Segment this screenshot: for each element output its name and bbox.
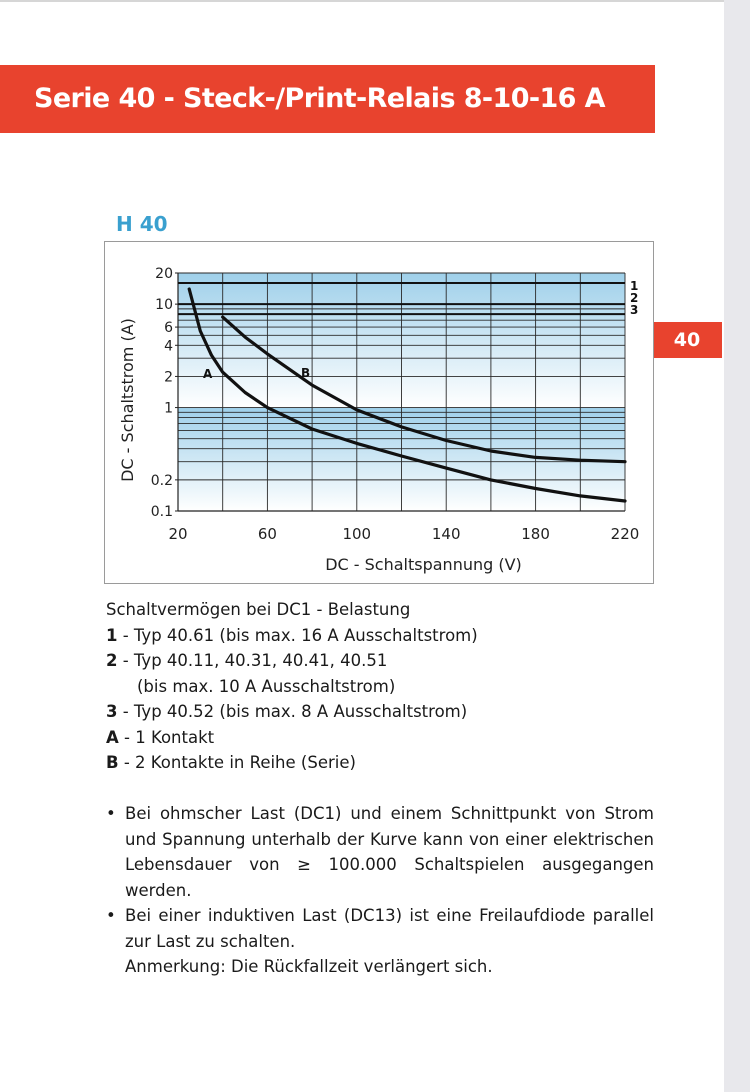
y-tick-label: 6 [164,320,173,337]
x-tick-label: 60 [257,525,277,543]
limit-line-label: 3 [630,303,639,317]
page-title: Serie 40 - Steck-/Print-Relais 8-10-16 A [34,83,605,114]
y-tick-label: 20 [155,266,173,282]
legend-item: 1 - Typ 40.61 (bis max. 16 A Ausschaltstrom) [106,625,478,645]
y-tick-label: 1 [164,400,173,417]
notes-block [106,801,654,980]
section-tab[interactable]: 40 [652,322,722,358]
top-divider [0,0,724,2]
y-tick-label: 0.1 [150,504,173,520]
note-item [106,903,654,980]
x-axis-label: DC - Schaltspannung (V) [325,555,522,574]
chart-title: H 40 [116,212,168,236]
title-banner [0,65,655,133]
y-tick-label: 10 [155,297,173,314]
x-tick-label: 220 [610,525,640,543]
limit-line-label: 1 [630,279,639,293]
y-axis-label: DC - Schaltstrom (A) [118,318,137,482]
note-remark: Anmerkung: Die Rückfallzeit verlängert sich. [125,957,493,976]
legend-item-continuation: (bis max. 10 A Ausschaltstrom) [137,676,396,696]
x-tick-label: 180 [521,525,550,543]
bullet-icon: • [106,906,116,925]
y-tick-label: 2 [164,369,173,386]
curve-label-b: B [301,366,311,380]
page-edge-strip [724,0,750,1092]
h40-chart [105,242,655,585]
legend-heading: Schaltvermögen bei DC1 - Belastung [106,600,411,619]
note-text: Bei einer induktiven Last (DC13) ist eine Freilaufdiode parallel zur Last zu schalten. [125,906,654,951]
limit-line-label: 2 [630,291,639,305]
note-item [106,801,654,903]
x-tick-label: 20 [168,525,188,543]
legend-item: 3 - Typ 40.52 (bis max. 8 A Ausschaltstrom) [106,702,468,721]
bullet-icon: • [106,804,116,823]
x-tick-label: 140 [431,525,461,543]
legend-item: B - 2 Kontakte in Reihe (Serie) [106,753,356,772]
x-tick-label: 100 [342,525,372,543]
y-tick-label: 4 [164,338,173,355]
curve-label-a: A [203,367,213,381]
legend-item: A - 1 Kontakt [106,727,215,747]
note-text: Bei ohmscher Last (DC1) und einem Schnittpunkt von Strom und Spannung unterhalb der Kurve kann von einer elektrischen Lebensdauer von ≥ 100.000 Schaltspielen ausgegangen werden. [125,804,654,900]
legend-block [106,597,666,776]
legend-item: 2 - Typ 40.11, 40.31, 40.41, 40.51 [106,651,388,670]
y-tick-label: 0.2 [150,472,173,489]
chart-frame [104,241,654,584]
